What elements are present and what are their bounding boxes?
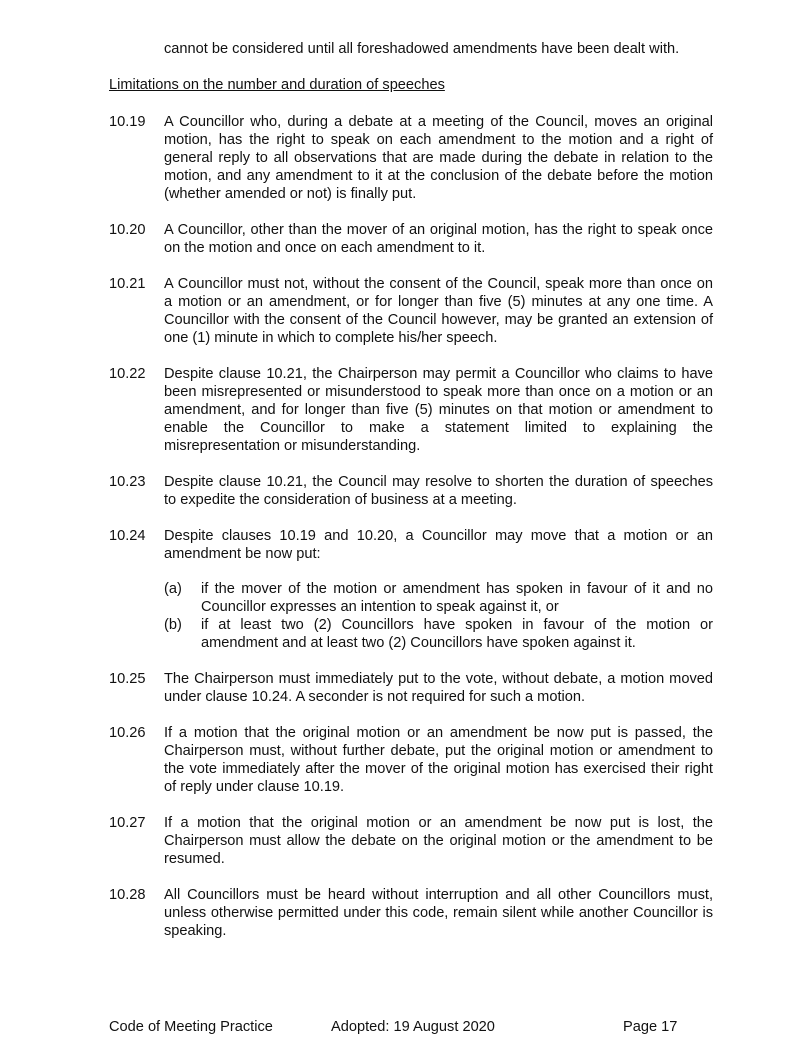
sub-item-b [164,616,713,652]
clause-number: 10.25 [109,671,146,687]
footer-document-title: Code of Meeting Practice [109,1019,273,1035]
clause-text: If a motion that the original motion or an amendment be now put is passed, the Chairperson must, without further debate, put the original motion or amendment to the vote immediately after the mover of the original motion has exercised their right of reply under clause 10.19. [164,725,713,795]
clause-10-20 [109,221,713,257]
clause-10-19 [109,113,713,203]
footer-adopted-date: Adopted: 19 August 2020 [331,1019,495,1035]
clause-number: 10.21 [109,276,146,292]
clause-text: All Councillors must be heard without interruption and all other Councillors must, unless otherwise permitted under this code, remain silent while another Councillor is speaking. [164,887,713,939]
clause-10-21 [109,275,713,347]
clause-10-23 [109,473,713,509]
clause-number: 10.19 [109,114,146,130]
sub-item-a [164,580,713,616]
clause-text: The Chairperson must immediately put to the vote, without debate, a motion moved under clause 10.24. A seconder is not required for such a motion. [164,671,713,705]
sub-item-text: if at least two (2) Councillors have spoken in favour of the motion or amendment and at least two (2) Councillors have spoken against it. [201,617,713,651]
clause-text: If a motion that the original motion or an amendment be now put is lost, the Chairperson must allow the debate on the original motion or the amendment to be resumed. [164,815,713,867]
clause-10-22 [109,365,713,455]
clause-10-26 [109,724,713,796]
clause-number: 10.26 [109,725,146,741]
clause-number: 10.28 [109,887,146,903]
clause-number: 10.27 [109,815,146,831]
continued-paragraph: cannot be considered until all foreshadowed amendments have been dealt with. [164,41,680,57]
clause-number: 10.20 [109,222,146,238]
document-page [109,40,713,940]
sub-item-label: (b) [164,617,182,633]
clause-10-25 [109,670,713,706]
clause-number: 10.23 [109,474,146,490]
clause-text: Despite clause 10.21, the Chairperson may permit a Councillor who claims to have been misrepresented or misunderstood to speak more than once on a motion or an amendment, and for longer than five (5) minutes on that motion or amendment to enable the Councillor to make a statement limited to explaining the misrepresentation or misunderstanding. [164,366,713,454]
sub-item-text: if the mover of the motion or amendment has spoken in favour of it and no Councillor expresses an intention to speak against it, or [201,581,713,615]
clause-number: 10.24 [109,528,146,544]
clause-text: Despite clauses 10.19 and 10.20, a Councillor may move that a motion or an amendment be now put: [164,528,713,562]
clause-text: A Councillor, other than the mover of an original motion, has the right to speak once on the motion and once on each amendment to it. [164,222,713,256]
section-heading: Limitations on the number and duration of speeches [109,77,445,93]
clause-number: 10.22 [109,366,146,382]
clause-10-27 [109,814,713,868]
footer-page-number: Page 17 [623,1019,678,1035]
clause-text: Despite clause 10.21, the Council may resolve to shorten the duration of speeches to expedite the consideration of business at a meeting. [164,474,713,508]
clause-text: A Councillor must not, without the consent of the Council, speak more than once on a motion or an amendment, or for longer than five (5) minutes at any one time. A Councillor with the consent of the Council however, may be granted an extension of one (1) minute in which to complete his/her speech. [164,276,713,346]
clause-text: A Councillor who, during a debate at a meeting of the Council, moves an original motion, has the right to speak on each amendment to the motion and a right of general reply to all observations that are made during the debate in relation to the motion, and any amendment to it at the conclusion of the debate before the motion (whether amended or not) is finally put. [164,114,713,202]
clause-10-28 [109,886,713,940]
page-footer [109,1018,709,1038]
sub-item-label: (a) [164,581,182,597]
clause-10-24 [109,527,713,652]
